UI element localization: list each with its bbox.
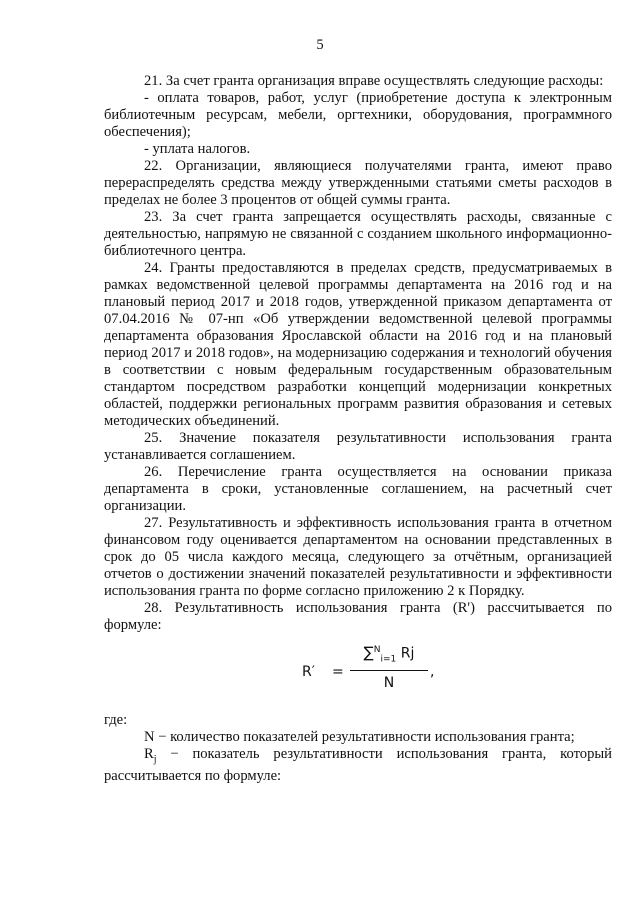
formula-numerator [350,642,428,666]
paragraph-25: 25. Значение показателя результативности использования гранта устанавливается соглашением. [104,430,612,463]
rj-definition-text: − показатель результативности использования гранта, который рассчитывается по формуле: [104,746,612,784]
sum-upper-limit: N [373,645,381,655]
fraction-bar [350,670,428,671]
document-body [104,73,612,785]
formula-lhs: R′ [302,664,315,680]
paragraph-23: 23. За счет гранта запрещается осуществлять расходы, связанные с деятельностью, напрямую не связанной с созданием школьного информационно-библиотечного центра. [104,209,612,259]
paragraph-21-item-2: - уплата налогов. [144,141,251,157]
formula-denominator: N [383,675,395,691]
paragraph-27: 27. Результативность и эффективность использования гранта в отчетном финансовом году оценивается департаментом на основании представленных в срок до 05 числа каждого месяца, следующего за отчётным, организацией отчетов о достижении значений показателей результативности и эффективности использования гранта по форме согласно приложению 2 к Порядку. [104,515,612,599]
definition-n: N − количество показателей результативности использования гранта; [144,729,575,745]
paragraph-28: 28. Результативность использования гранта (R') рассчитывается по формуле: [104,600,612,633]
where-label: где: [104,712,128,728]
rj-subscript: j [153,753,157,765]
page-number: 5 [316,37,324,53]
formula-fraction [350,642,428,692]
paragraph-22: 22. Организации, являющиеся получателями гранта, имеют право перераспределять средства между утвержденными статьями сметы расходов в пределах не более 3 процентов от общей суммы гранта. [104,158,612,208]
definition-rj [104,746,612,785]
paragraph-21: 21. За счет гранта организация вправе осуществлять следующие расходы: [144,73,604,89]
sum-term: Rj [396,645,415,662]
formula-equals: = [332,664,344,680]
formula-r-prime [104,638,612,710]
paragraph-26: 26. Перечисление гранта осуществляется на основании приказа департамента в сроки, установленные соглашением, на расчетный счет организации. [104,464,612,514]
formula-comma: , [430,664,435,680]
sum-lower-limit: i=1 [380,654,397,665]
paragraph-24: 24. Гранты предоставляются в пределах средств, предусматриваемых в рамках ведомственной целевой программы департамента на 2016 год и на плановый период 2017 и 2018 годов, утвержденной приказом департамента от 07.04.2016 № 07-нп «Об утверждении ведомственной целевой программы департамента образования Ярославской области на 2016 год и на плановый период 2017 и 2018 годов», на модернизацию содержания и технологий обучения в соответствии с новым федеральным государственным образовательным стандартом посредством разработки концепций модернизации конкретных областей, поддержки региональных программ развития образования и сетевых методических объединений. [104,260,612,429]
rj-symbol: R [144,746,154,762]
sum-symbol: ∑ [363,643,374,662]
paragraph-21-item-1: - оплата товаров, работ, услуг (приобретение доступа к электронным библиотечным ресурсам, мебели, оргтехники, оборудования, программного обеспечения); [104,90,612,140]
